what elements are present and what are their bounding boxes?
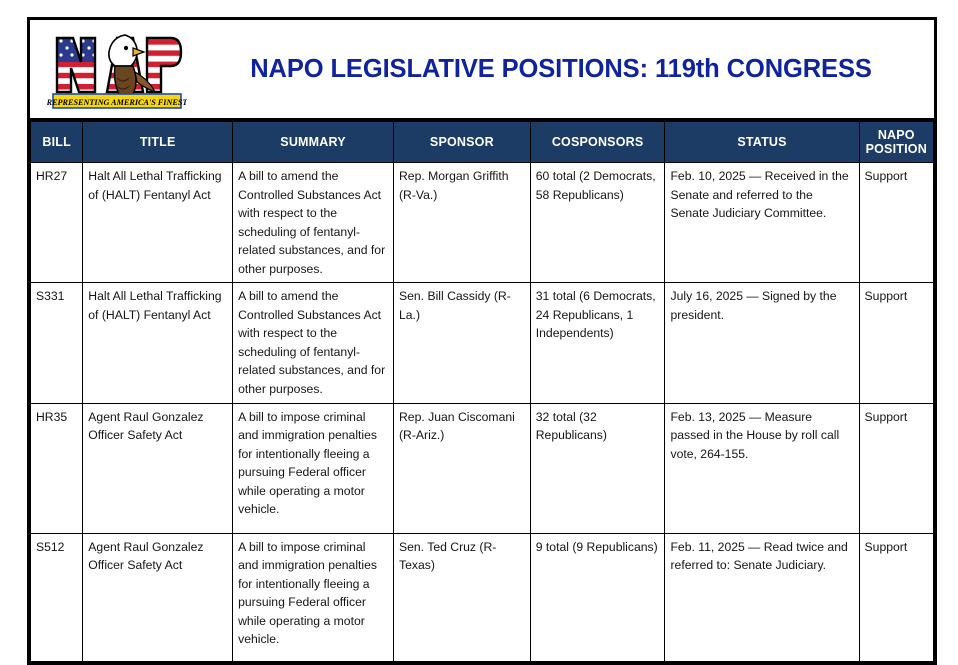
cell-status: Feb. 10, 2025 — Received in the Senate and referred to the Senate Judiciary Committee.	[665, 163, 859, 283]
cell-cosponsors: 60 total (2 Democrats, 58 Republicans)	[530, 163, 665, 283]
cell-napo-position: Support	[859, 283, 933, 403]
cell-summary: A bill to impose criminal and immigration penalties for intentionally fleeing a pursuing Federal officer while operating a motor vehicle.	[233, 403, 394, 533]
cell-status: Feb. 11, 2025 — Read twice and referred to: Senate Judiciary.	[665, 533, 859, 661]
column-header-title: TITLE	[83, 122, 233, 163]
cell-bill: HR27	[31, 163, 83, 283]
title-cell	[198, 55, 934, 84]
cell-sponsor: Rep. Morgan Griffith (R-Va.)	[394, 163, 531, 283]
cell-title: Halt All Lethal Trafficking of (HALT) Fentanyl Act	[83, 283, 233, 403]
cell-cosponsors: 31 total (6 Democrats, 24 Republicans, 1 Independents)	[530, 283, 665, 403]
cell-status: Feb. 13, 2025 — Measure passed in the House by roll call vote, 264-155.	[665, 403, 859, 533]
cell-title: Agent Raul Gonzalez Officer Safety Act	[83, 403, 233, 533]
cell-summary: A bill to amend the Controlled Substances Act with respect to the scheduling of fentanyl-related substances, and for other purposes.	[233, 283, 394, 403]
table-row	[31, 533, 934, 661]
table-row	[31, 403, 934, 533]
column-header-status: STATUS	[665, 122, 859, 163]
table-header-row	[31, 122, 934, 163]
cell-napo-position: Support	[859, 533, 933, 661]
cell-cosponsors: 9 total (9 Republicans)	[530, 533, 665, 661]
cell-summary: A bill to impose criminal and immigration penalties for intentionally fleeing a pursuing Federal officer while operating a motor vehicle.	[233, 533, 394, 661]
napo-flag-eagle-logo	[47, 28, 187, 110]
legislative-positions-sheet	[27, 17, 937, 665]
table-row	[31, 163, 934, 283]
cell-sponsor: Sen. Ted Cruz (R-Texas)	[394, 533, 531, 661]
legislative-positions-table	[30, 121, 934, 662]
cell-status: July 16, 2025 — Signed by the president.	[665, 283, 859, 403]
cell-sponsor: Sen. Bill Cassidy (R-La.)	[394, 283, 531, 403]
column-header-summary: SUMMARY	[233, 122, 394, 163]
cell-bill: HR35	[31, 403, 83, 533]
cell-sponsor: Rep. Juan Ciscomani (R-Ariz.)	[394, 403, 531, 533]
cell-bill: S512	[31, 533, 83, 661]
masthead	[30, 20, 934, 121]
cell-title: Agent Raul Gonzalez Officer Safety Act	[83, 533, 233, 661]
cell-napo-position: Support	[859, 403, 933, 533]
page-title: NAPO LEGISLATIVE POSITIONS: 119th CONGRESS	[250, 54, 872, 83]
column-header-sponsor: SPONSOR	[394, 122, 531, 163]
cell-napo-position: Support	[859, 163, 933, 283]
column-header-bill: BILL	[31, 122, 83, 163]
logo-cell	[30, 28, 198, 110]
column-header-cosponsors: COSPONSORS	[530, 122, 665, 163]
table-row	[31, 283, 934, 403]
cell-summary: A bill to amend the Controlled Substances Act with respect to the scheduling of fentanyl-related substances, and for other purposes.	[233, 163, 394, 283]
cell-cosponsors: 32 total (32 Republicans)	[530, 403, 665, 533]
tagline-ribbon	[47, 94, 187, 108]
cell-title: Halt All Lethal Trafficking of (HALT) Fentanyl Act	[83, 163, 233, 283]
column-header-napo-position: NAPO POSITION	[859, 122, 933, 163]
cell-bill: S331	[31, 283, 83, 403]
logo-tagline: REPRESENTING AMERICA'S FINEST	[47, 98, 187, 107]
